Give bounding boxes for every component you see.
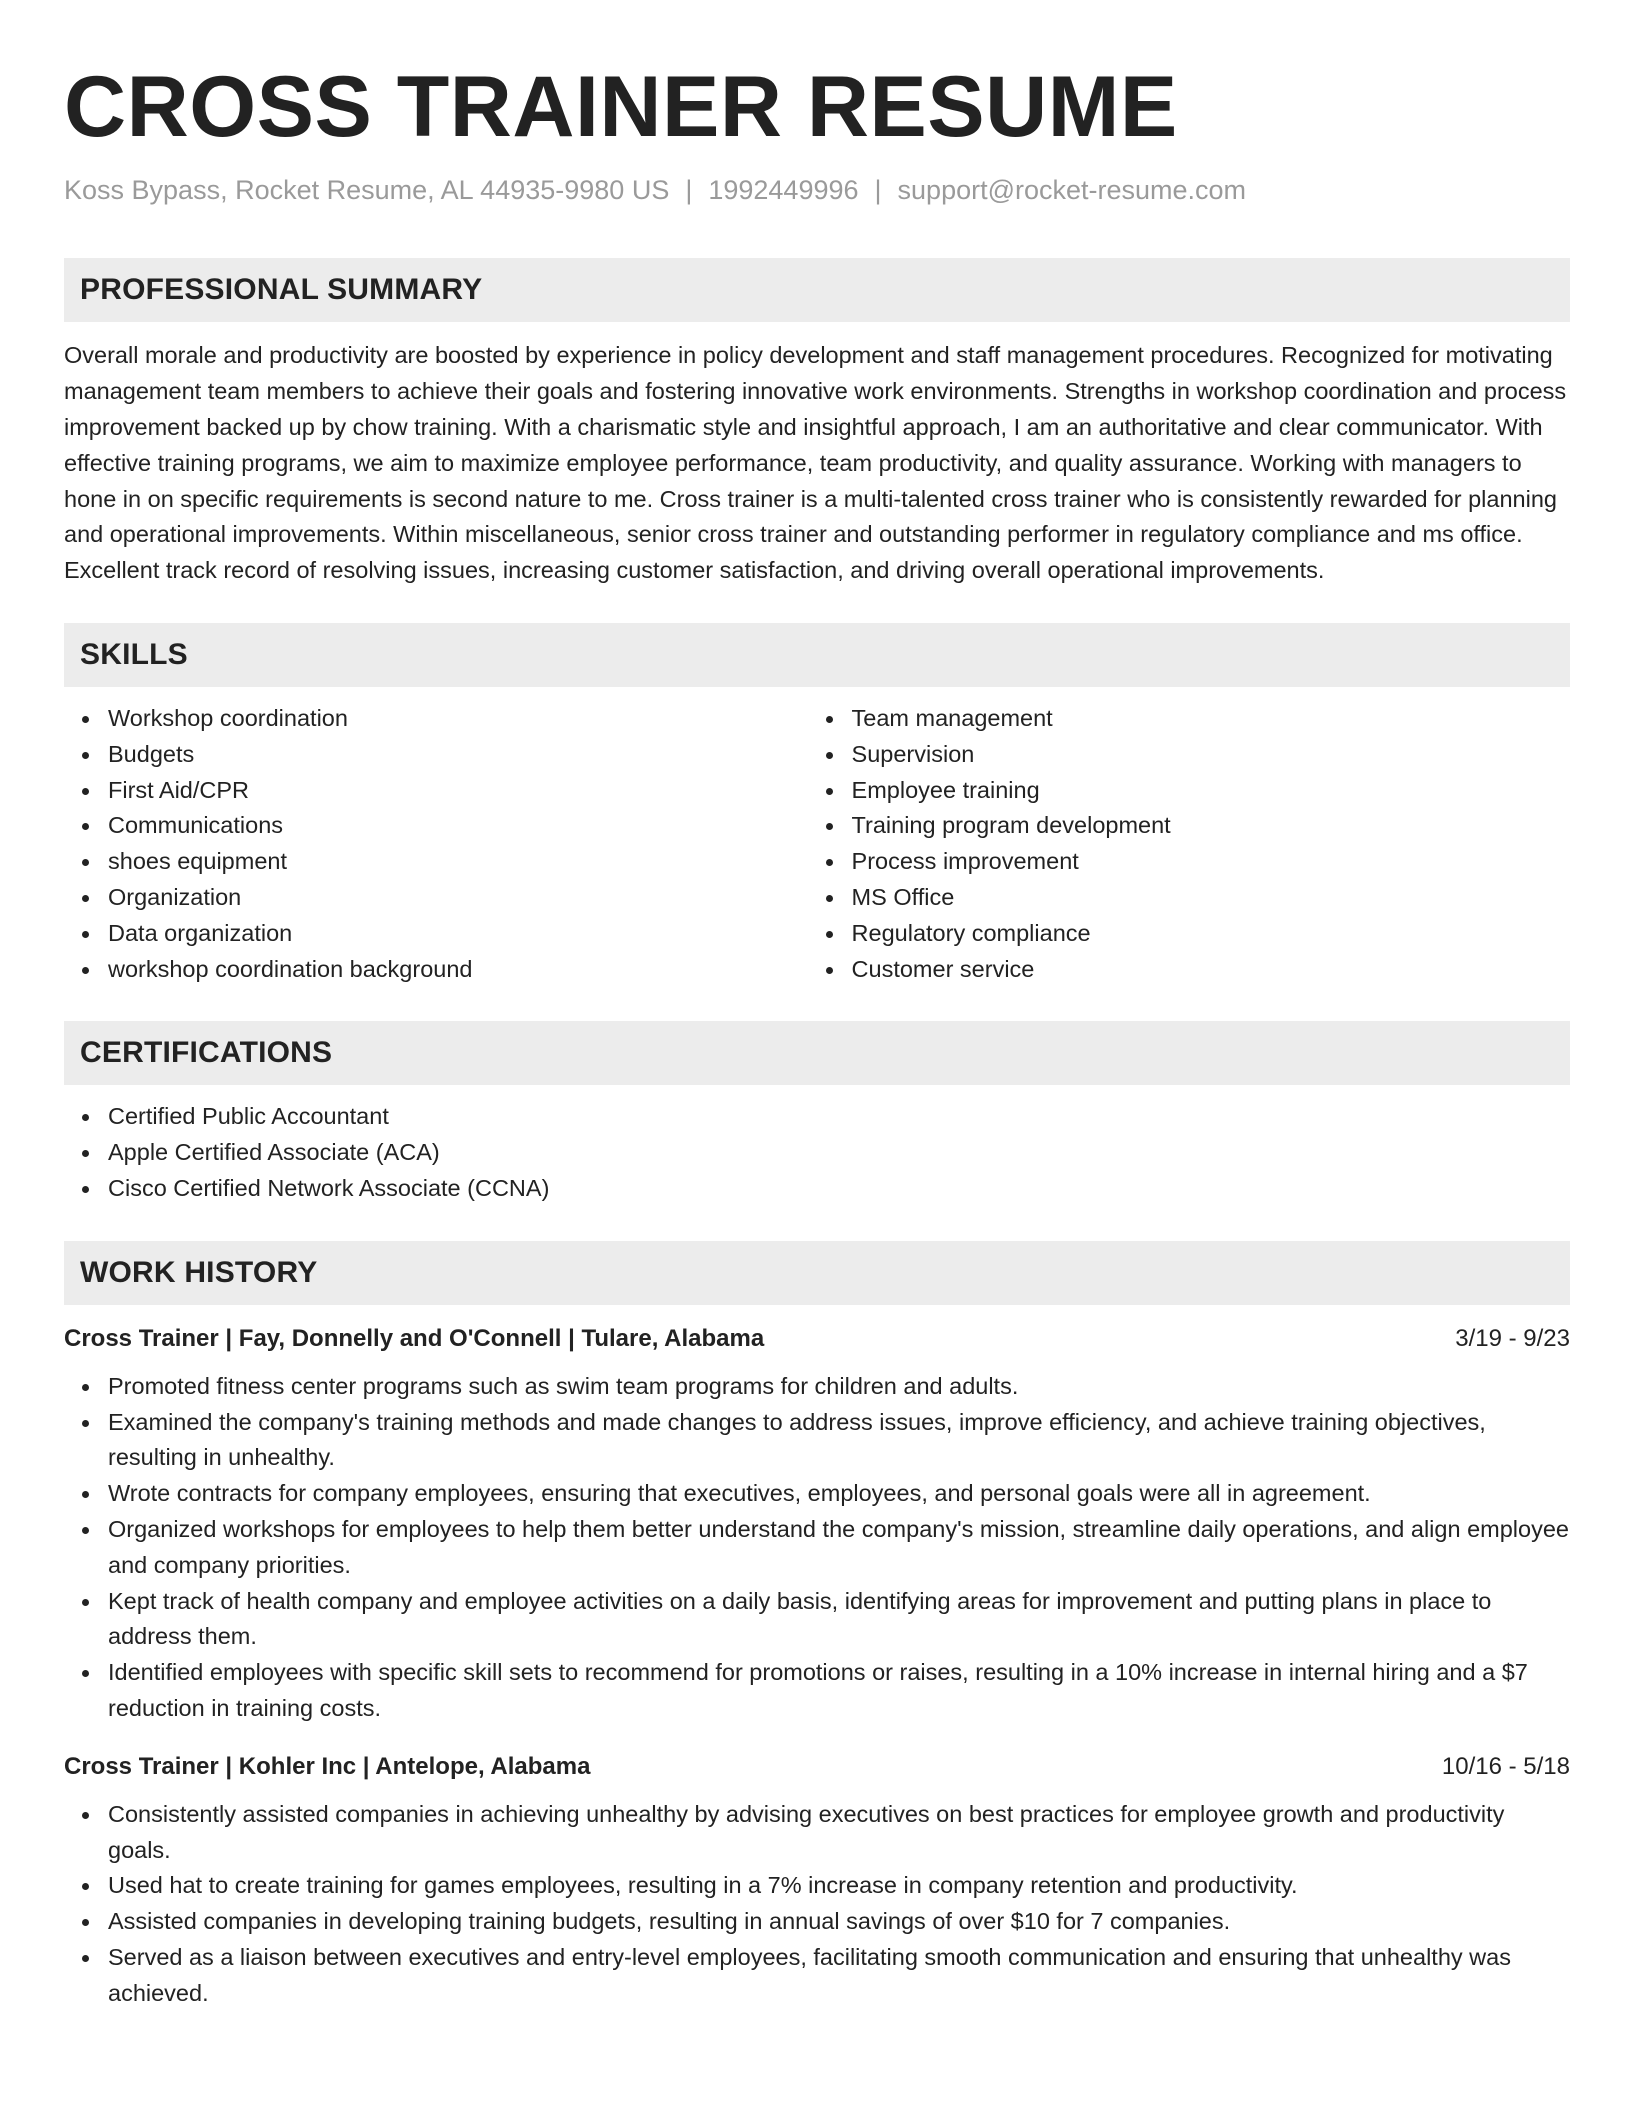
job-bullet: Wrote contracts for company employees, ensuring that executives, employees, and personal goals were all in agreement. — [108, 1476, 1570, 1512]
job-dates: 10/16 - 5/18 — [1441, 1752, 1570, 1780]
skill-item: Team management — [852, 701, 1570, 737]
summary-section-header — [64, 258, 1570, 322]
certification-item: Cisco Certified Network Associate (CCNA) — [108, 1171, 1570, 1207]
certification-item: Apple Certified Associate (ACA) — [108, 1135, 1570, 1171]
job-title: Cross Trainer | Fay, Donnelly and O'Connell | Tulare, Alabama — [64, 1324, 765, 1352]
skill-item: shoes equipment — [108, 844, 808, 880]
skills-list-right — [808, 701, 1570, 987]
skill-item: Training program development — [852, 808, 1570, 844]
skill-item: Workshop coordination — [108, 701, 808, 737]
resume-title: CROSS TRAINER RESUME — [64, 59, 1178, 155]
job-bullet: Used hat to create training for games employees, resulting in a 7% increase in company retention and productivity. — [108, 1868, 1570, 1904]
skill-item: Supervision — [852, 737, 1570, 773]
job-bullet: Organized workshops for employees to help them better understand the company's mission, streamline daily operations, and align employee and company priorities. — [108, 1512, 1570, 1584]
work-history-section-header — [64, 1241, 1570, 1305]
job-bullet: Consistently assisted companies in achieving unhealthy by advising executives on best practices for employee growth and productivity goals. — [108, 1797, 1570, 1869]
skill-item: Customer service — [852, 952, 1570, 988]
job-bullet: Assisted companies in developing training budgets, resulting in annual savings of over $10 for 7 companies. — [108, 1904, 1570, 1940]
job-header — [64, 1753, 1570, 1781]
skills-grid — [64, 701, 1570, 987]
job-dates: 3/19 - 9/23 — [1455, 1324, 1570, 1352]
skill-item: Budgets — [108, 737, 808, 773]
certifications-heading: CERTIFICATIONS — [80, 1036, 333, 1070]
job-bullet: Identified employees with specific skill sets to recommend for promotions or raises, resulting in a 10% increase in internal hiring and a $7 reduction in training costs. — [108, 1655, 1570, 1727]
job-header — [64, 1325, 1570, 1353]
summary-heading: PROFESSIONAL SUMMARY — [80, 273, 483, 307]
contact-separator: | — [685, 175, 693, 205]
certifications-list — [64, 1099, 1570, 1206]
summary-text: Overall morale and productivity are boosted by experience in policy development and staff management procedures. Recognized for motivating management team members to achieve their goals and fostering innovative work environments. Strengths in workshop coordination and process improvement backed up by chow training. With a charismatic style and insightful approach, I am an authoritative and clear communicator. With effective training programs, we aim to maximize employee performance, team productivity, and quality assurance. Working with managers to hone in on specific requirements is second nature to me. Cross trainer is a multi-talented cross trainer who is consistently rewarded for planning and operational improvements. Within miscellaneous, senior cross trainer and outstanding performer in regulatory compliance and ms office. Excellent track record of resolving issues, increasing customer satisfaction, and driving overall operational improvements. — [64, 342, 1567, 584]
skill-item: Communications — [108, 808, 808, 844]
job-bullets — [64, 1797, 1570, 2012]
job-entry — [64, 1753, 1570, 2012]
job-bullet: Kept track of health company and employee activities on a daily basis, identifying areas for improvement and putting plans in place to address them. — [108, 1584, 1570, 1656]
contact-phone: 1992449996 — [708, 175, 859, 205]
contact-email: support@rocket-resume.com — [897, 175, 1247, 205]
certification-item: Certified Public Accountant — [108, 1099, 1570, 1135]
contact-address: Koss Bypass, Rocket Resume, AL 44935-9980 US — [64, 175, 670, 205]
skills-list-left — [64, 701, 808, 987]
skill-item: First Aid/CPR — [108, 773, 808, 809]
skill-item: Regulatory compliance — [852, 916, 1570, 952]
skill-item: Employee training — [852, 773, 1570, 809]
skills-section-header — [64, 623, 1570, 687]
job-bullet: Promoted fitness center programs such as swim team programs for children and adults. — [108, 1369, 1570, 1405]
skill-item: Data organization — [108, 916, 808, 952]
skills-heading: SKILLS — [80, 637, 188, 671]
skill-item: workshop coordination background — [108, 952, 808, 988]
skill-item: Organization — [108, 880, 808, 916]
work-history-heading: WORK HISTORY — [80, 1255, 318, 1289]
certifications-section-header — [64, 1021, 1570, 1085]
skill-item: MS Office — [852, 880, 1570, 916]
job-bullet: Served as a liaison between executives and entry-level employees, facilitating smooth communication and ensuring that unhealthy was achieved. — [108, 1940, 1570, 2012]
skill-item: Process improvement — [852, 844, 1570, 880]
contact-separator: | — [874, 175, 882, 205]
job-bullet: Examined the company's training methods and made changes to address issues, improve efficiency, and achieve training objectives, resulting in unhealthy. — [108, 1405, 1570, 1477]
job-title: Cross Trainer | Kohler Inc | Antelope, Alabama — [64, 1752, 591, 1780]
job-entry — [64, 1325, 1570, 1727]
job-bullets — [64, 1369, 1570, 1727]
contact-line — [64, 174, 1570, 206]
